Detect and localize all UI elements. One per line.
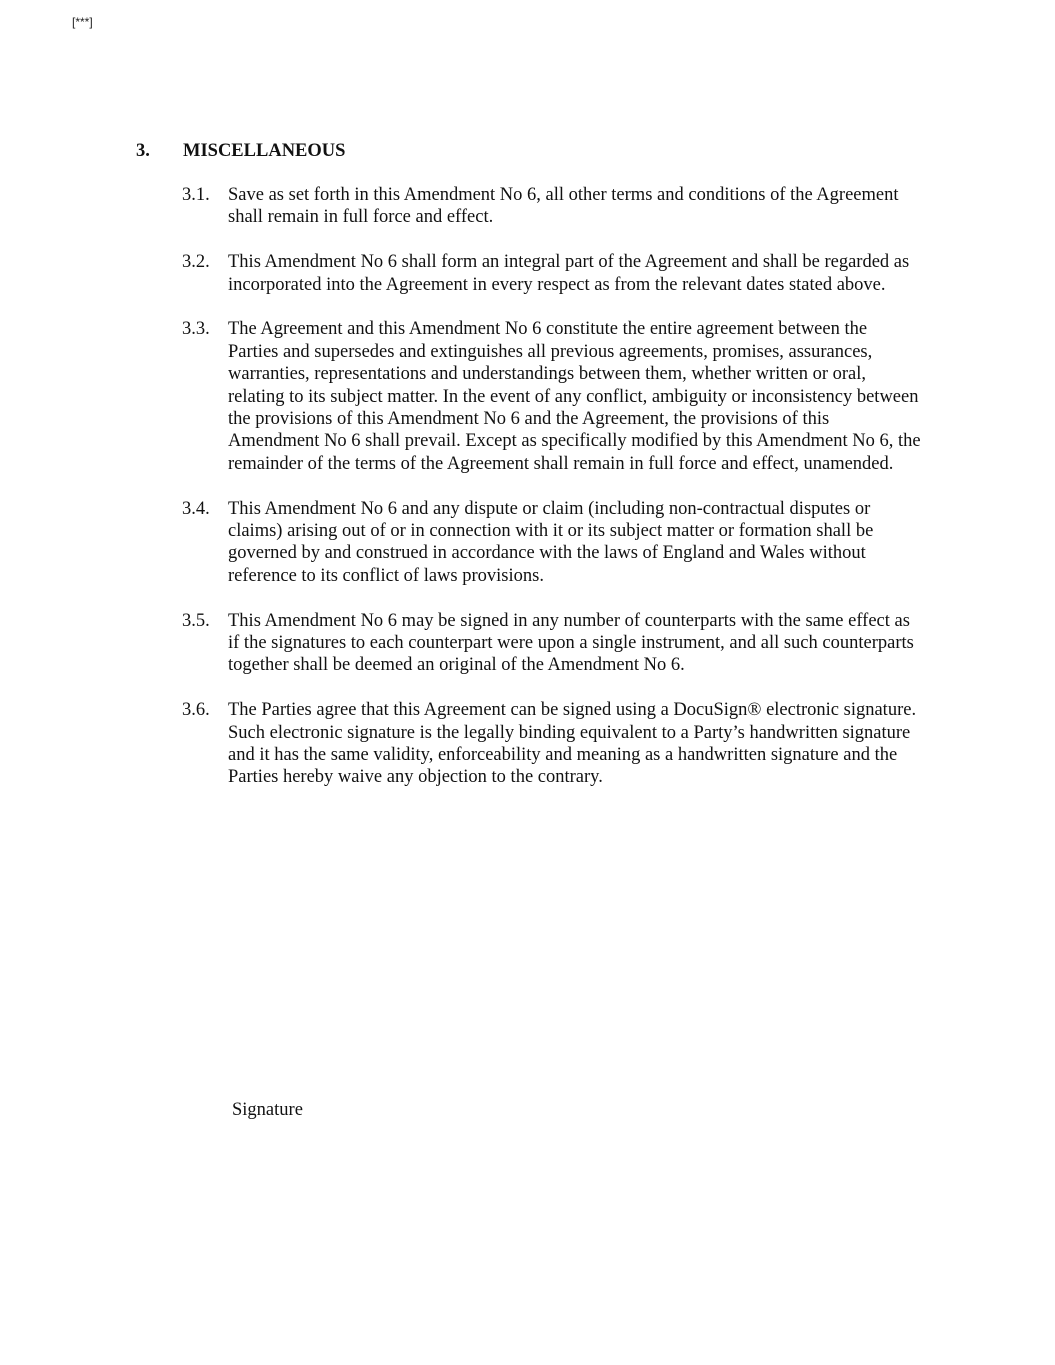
clause-3-3 (182, 318, 922, 475)
clause-text: Save as set forth in this Amendment No 6, all other terms and conditions of the Agreement shall remain in full force and effect. (228, 185, 899, 228)
clause-text: The Parties agree that this Agreement can be signed using a DocuSign® electronic signature. Such electronic signature is the legally binding equivalent to a Party’s handwritten signature and it has the same validity, enforceability and meaning as a handwritten signature and the Parties hereby waive any objection to the contrary. (228, 700, 917, 788)
clause-number: 3.3. (182, 319, 210, 340)
clause-text: The Agreement and this Amendment No 6 constitute the entire agreement between the Parties and supersedes and extinguishes all previous agreements, promises, assurances, warranties, representations and understandings between them, whether written or oral, relating to its subject matter. In the event of any conflict, ambiguity or inconsistency between the provisions of this Amendment No 6 and the Agreement, the provisions of this Amendment No 6 shall prevail. Except as specifically modified by this Amendment No 6, the remainder of the terms of the Agreement shall remain in full force and effect, unamended. (228, 319, 921, 474)
clause-number: 3.6. (182, 700, 210, 721)
clause-3-2 (182, 251, 922, 296)
redaction-marker: [***] (72, 15, 93, 29)
clause-number: 3.1. (182, 185, 210, 205)
clause-number: 3.5. (182, 610, 210, 631)
clause-number: 3.4. (182, 498, 210, 519)
section-title: MISCELLANEOUS (183, 141, 346, 161)
clause-3-6 (182, 699, 922, 789)
clause-text: This Amendment No 6 shall form an integral part of the Agreement and shall be regarded as incorporated into the Agreement in every respect as from the relevant dates stated above. (228, 252, 910, 295)
clause-3-5 (182, 610, 922, 677)
clause-3-1 (182, 184, 922, 229)
clause-3-4 (182, 498, 922, 588)
clause-text: This Amendment No 6 may be signed in any number of counterparts with the same effect as if the signatures to each counterpart were upon a single instrument, and all such counterparts together shall be deemed an original of the Amendment No 6. (228, 610, 914, 676)
clause-number: 3.2. (182, 252, 210, 273)
section-number: 3. (136, 141, 150, 161)
clause-text: This Amendment No 6 and any dispute or claim (including non-contractual disputes or claims) arising out of or in connection with it or its subject matter or formation shall be governed by and construed in accordance with the laws of England and Wales without reference to its conflict of laws provisions. (228, 498, 874, 586)
signature-label: Signature (232, 1100, 303, 1120)
section-heading (136, 139, 345, 163)
clause-list (182, 184, 922, 811)
